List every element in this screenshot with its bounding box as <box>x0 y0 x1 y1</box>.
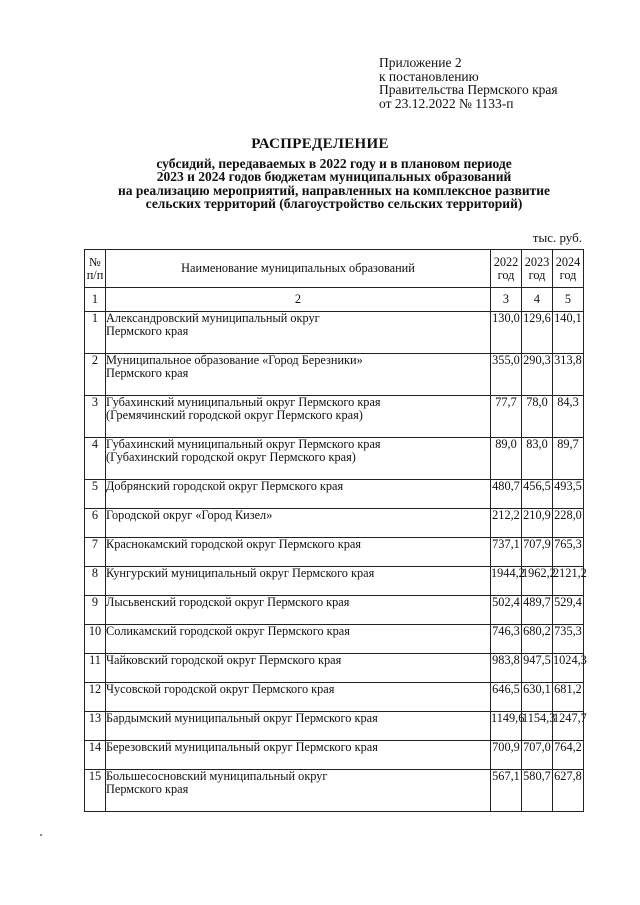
subtitle-line-1: субсидий, передаваемых в 2022 году и в плановом периоде <box>156 156 512 171</box>
header-2022: 2022 год <box>491 250 522 288</box>
value-2022: 1944,2 <box>491 567 522 596</box>
scan-mark <box>40 834 42 836</box>
value-2024: 89,7 <box>553 438 584 480</box>
table-row <box>85 509 584 538</box>
municipality-name <box>106 480 491 509</box>
row-number: 5 <box>85 480 106 509</box>
value-2023: 210,9 <box>522 509 553 538</box>
value-2023: 129,6 <box>522 312 553 354</box>
municipality-name-line-1: Бардымский муниципальный округ Пермского края <box>106 711 378 725</box>
municipality-name <box>106 625 491 654</box>
row-number: 14 <box>85 741 106 770</box>
municipality-name-line-1: Муниципальное образование «Город Березники» <box>106 353 363 367</box>
row-number: 2 <box>85 354 106 396</box>
municipality-name-line-2: Пермского края <box>106 782 189 796</box>
municipality-name <box>106 596 491 625</box>
table-header-row <box>85 250 584 288</box>
value-2023: 947,5 <box>522 654 553 683</box>
value-2023: 1962,2 <box>522 567 553 596</box>
value-2023: 83,0 <box>522 438 553 480</box>
appendix-block <box>379 56 558 110</box>
value-2024: 1024,3 <box>553 654 584 683</box>
subtitle-line-4: сельских территорий (благоустройство сельских территорий) <box>145 196 523 212</box>
value-2024: 1247,7 <box>553 712 584 741</box>
municipality-name-line-2: (Губахинский городской округ Пермского края) <box>106 450 356 464</box>
municipality-name-line-1: Губахинский муниципальный округ Пермского края <box>106 437 381 451</box>
municipality-name-line-1: Чайковский городской округ Пермского края <box>106 653 342 667</box>
municipality-name <box>106 354 491 396</box>
document-subtitle <box>0 157 640 211</box>
value-2022: 983,8 <box>491 654 522 683</box>
municipality-name <box>106 396 491 438</box>
row-number: 7 <box>85 538 106 567</box>
municipality-name-line-1: Городской округ «Город Кизел» <box>106 508 273 522</box>
units-label: тыс. руб. <box>532 230 582 245</box>
municipality-name <box>106 683 491 712</box>
appendix-line-3: Правительства Пермского края <box>379 82 558 97</box>
row-number: 12 <box>85 683 106 712</box>
row-number: 11 <box>85 654 106 683</box>
municipality-name <box>106 654 491 683</box>
header-2024: 2024 год <box>553 250 584 288</box>
header-2023: 2023 год <box>522 250 553 288</box>
row-number: 4 <box>85 438 106 480</box>
table-row <box>85 596 584 625</box>
municipality-name-line-1: Соликамский городской округ Пермского края <box>106 624 350 638</box>
municipality-name-line-1: Александровский муниципальный округ <box>106 311 320 325</box>
municipality-name-line-1: Добрянский городской округ Пермского края <box>106 479 344 493</box>
row-number: 10 <box>85 625 106 654</box>
value-2022: 1149,6 <box>491 712 522 741</box>
table-row <box>85 312 584 354</box>
municipality-name <box>106 538 491 567</box>
row-number: 6 <box>85 509 106 538</box>
municipality-name <box>106 509 491 538</box>
header-name: Наименование муниципальных образований <box>106 250 491 288</box>
table-row <box>85 480 584 509</box>
municipality-name <box>106 741 491 770</box>
value-2022: 480,7 <box>491 480 522 509</box>
row-number: 9 <box>85 596 106 625</box>
value-2022: 89,0 <box>491 438 522 480</box>
municipality-name-line-1: Губахинский муниципальный округ Пермского края <box>106 395 381 409</box>
distribution-table <box>84 249 587 812</box>
value-2022: 77,7 <box>491 396 522 438</box>
table-row <box>85 654 584 683</box>
municipality-name <box>106 312 491 354</box>
municipality-name-line-1: Краснокамский городской округ Пермского края <box>106 537 361 551</box>
value-2024: 529,4 <box>553 596 584 625</box>
value-2024: 2121,2 <box>553 567 584 596</box>
value-2022: 737,1 <box>491 538 522 567</box>
value-2023: 580,7 <box>522 770 553 812</box>
table-row <box>85 396 584 438</box>
municipality-name-line-1: Березовский муниципальный округ Пермского края <box>106 740 378 754</box>
value-2023: 489,7 <box>522 596 553 625</box>
column-number: 5 <box>553 288 584 312</box>
row-number: 3 <box>85 396 106 438</box>
municipality-name-line-2: Пермского края <box>106 366 189 380</box>
column-number-row <box>85 288 584 312</box>
table-row <box>85 438 584 480</box>
value-2024: 735,3 <box>553 625 584 654</box>
header-num-line-1: № <box>89 254 101 269</box>
value-2024: 140,1 <box>553 312 584 354</box>
table-row <box>85 770 584 812</box>
appendix-line-4: от 23.12.2022 № 1133-п <box>379 95 514 111</box>
document-title: РАСПРЕДЕЛЕНИЕ <box>251 136 389 152</box>
column-number: 2 <box>106 288 491 312</box>
municipality-name-line-1: Кунгурский муниципальный округ Пермского края <box>106 566 375 580</box>
municipality-name <box>106 770 491 812</box>
value-2024: 765,3 <box>553 538 584 567</box>
value-2022: 746,3 <box>491 625 522 654</box>
table-row <box>85 354 584 396</box>
municipality-name-line-1: Лысьвенский городской округ Пермского края <box>106 595 350 609</box>
row-number: 1 <box>85 312 106 354</box>
value-2023: 456,5 <box>522 480 553 509</box>
value-2024: 84,3 <box>553 396 584 438</box>
municipality-name <box>106 712 491 741</box>
table-row <box>85 741 584 770</box>
municipality-name <box>106 567 491 596</box>
value-2024: 627,8 <box>553 770 584 812</box>
value-2022: 502,4 <box>491 596 522 625</box>
value-2023: 290,3 <box>522 354 553 396</box>
table-row <box>85 567 584 596</box>
value-2022: 646,5 <box>491 683 522 712</box>
value-2022: 355,0 <box>491 354 522 396</box>
municipality-name-line-1: Чусовской городской округ Пермского края <box>106 682 335 696</box>
column-number: 3 <box>491 288 522 312</box>
header-num <box>85 250 106 288</box>
column-number: 1 <box>85 288 106 312</box>
value-2023: 1154,3 <box>522 712 553 741</box>
column-number: 4 <box>522 288 553 312</box>
value-2024: 228,0 <box>553 509 584 538</box>
row-number: 15 <box>85 770 106 812</box>
value-2022: 212,2 <box>491 509 522 538</box>
appendix-line-1: Приложение 2 <box>379 55 462 70</box>
value-2024: 493,5 <box>553 480 584 509</box>
table-row <box>85 538 584 567</box>
municipality-name-line-2: (Гремячинский городской округ Пермского края) <box>106 408 363 422</box>
value-2024: 313,8 <box>553 354 584 396</box>
value-2024: 681,2 <box>553 683 584 712</box>
table-row <box>85 625 584 654</box>
appendix-line-2: к постановлению <box>379 68 479 84</box>
row-number: 13 <box>85 712 106 741</box>
value-2022: 130,0 <box>491 312 522 354</box>
table-row <box>85 683 584 712</box>
value-2023: 630,1 <box>522 683 553 712</box>
value-2023: 707,9 <box>522 538 553 567</box>
value-2023: 707,0 <box>522 741 553 770</box>
value-2022: 700,9 <box>491 741 522 770</box>
value-2023: 78,0 <box>522 396 553 438</box>
header-num-line-2: п/п <box>86 267 104 282</box>
subtitle-line-3: на реализацию мероприятий, направленных на комплексное развитие <box>117 182 551 198</box>
value-2023: 680,2 <box>522 625 553 654</box>
municipality-name-line-2: Пермского края <box>106 324 189 338</box>
row-number: 8 <box>85 567 106 596</box>
value-2024: 764,2 <box>553 741 584 770</box>
value-2022: 567,1 <box>491 770 522 812</box>
municipality-name <box>106 438 491 480</box>
subtitle-line-2: 2023 и 2024 годов бюджетам муниципальных образований <box>156 169 512 185</box>
table-row <box>85 712 584 741</box>
municipality-name-line-1: Большесосновский муниципальный округ <box>106 769 328 783</box>
